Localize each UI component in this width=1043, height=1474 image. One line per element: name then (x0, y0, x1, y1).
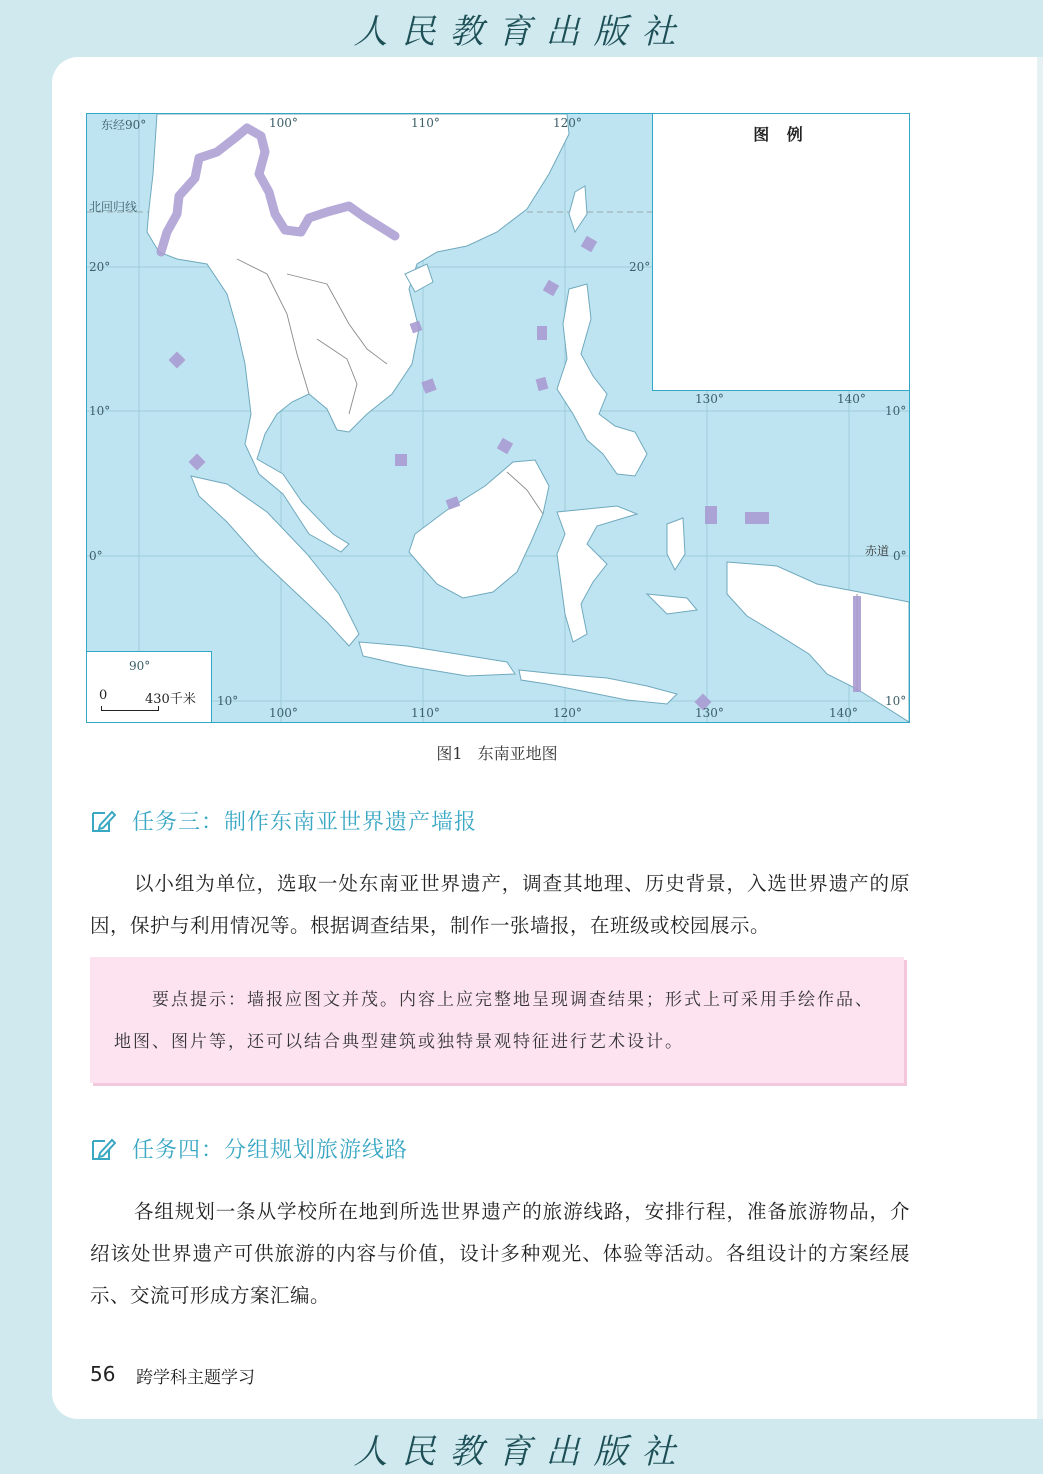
task4-body: 各组规划一条从学校所在地到所选世界遗产的旅游线路，安排行程，准备旅游物品，介绍该处世界遗产可供旅游的内容与价值，设计多种观光、体验等活动。各组设计的方案经展示、交流可形成方案汇编。 (90, 1200, 910, 1307)
label-lat-10-right: 10° (885, 404, 907, 418)
label-tropic: 北回归线 (89, 200, 138, 214)
borneo-island (409, 460, 549, 598)
label-long-140-mid: 140° (837, 392, 866, 406)
label-long-110-top: 110° (411, 116, 440, 130)
lesser-sunda-islands (519, 670, 677, 704)
label-lat-20-left: 20° (89, 260, 111, 274)
java-island (359, 642, 515, 676)
tip-box (90, 957, 904, 1083)
scale-length: 430千米 (145, 692, 196, 707)
scale-zero: 0 (99, 688, 108, 703)
publisher-logo-bottom: 人民教育出版社 (353, 1432, 690, 1472)
philippines-islands (557, 284, 647, 476)
figure-caption: 图1 东南亚地图 (436, 744, 558, 763)
legend-title: 图 例 (753, 125, 809, 144)
label-long-110-bottom: 110° (411, 706, 440, 720)
page-number: 56 (90, 1362, 116, 1386)
new-guinea-island (727, 562, 909, 722)
label-lat-0-right: 0° (893, 549, 907, 563)
label-long-130-mid: 130° (695, 392, 724, 406)
label-east-long-90: 东经90° (101, 118, 147, 132)
label-lat-20-right: 20° (629, 260, 651, 274)
label-long-120-top: 120° (553, 116, 582, 130)
scale-bar (101, 706, 159, 711)
map-legend (652, 114, 909, 391)
running-footer-title: 跨学科主题学习 (136, 1368, 255, 1388)
label-equator: 赤道 (865, 544, 890, 558)
task4-heading (90, 1133, 408, 1167)
label-lat-m10-right: 10° (885, 694, 907, 708)
label-long-140-bottom: 140° (829, 706, 858, 720)
task4-title: 任务四：分组规划旅游线路 (132, 1138, 409, 1163)
label-long-120-bottom: 120° (553, 706, 582, 720)
page-edge (1037, 57, 1043, 1419)
maluku-islands (647, 518, 697, 614)
tip-text: 要点提示：墙报应图文并茂。内容上应完整地呈现调查结果；形式上可采用手绘作品、地图、图片等，还可以结合典型建筑或独特景观特征进行艺术设计。 (114, 990, 874, 1052)
label-long-130-bottom: 130° (695, 706, 724, 720)
task3-body: 以小组为单位，选取一处东南亚世界遗产，调查其地理、历史背景，入选世界遗产的原因，保护与利用情况等。根据调查结果，制作一张墙报，在班级或校园展示。 (90, 872, 910, 937)
label-lat-10-left: 10° (89, 404, 111, 418)
edit-note-icon (90, 1136, 116, 1162)
task3-title: 任务三：制作东南亚世界遗产墙报 (132, 810, 478, 835)
label-lat-0-left: 0° (89, 549, 103, 563)
task3-heading (90, 805, 477, 839)
sulawesi-island (557, 506, 637, 642)
southeast-asia-map (86, 113, 910, 723)
edit-note-icon (90, 808, 116, 834)
label-long-90-bottom: 90° (129, 659, 151, 673)
publisher-logo-top: 人民教育出版社 (353, 12, 690, 52)
sumatra-island (191, 476, 359, 646)
label-lat-m10-left: 10° (217, 694, 239, 708)
label-long-100-top: 100° (269, 116, 298, 130)
label-long-100-bottom: 100° (269, 706, 298, 720)
taiwan-island (569, 186, 587, 232)
